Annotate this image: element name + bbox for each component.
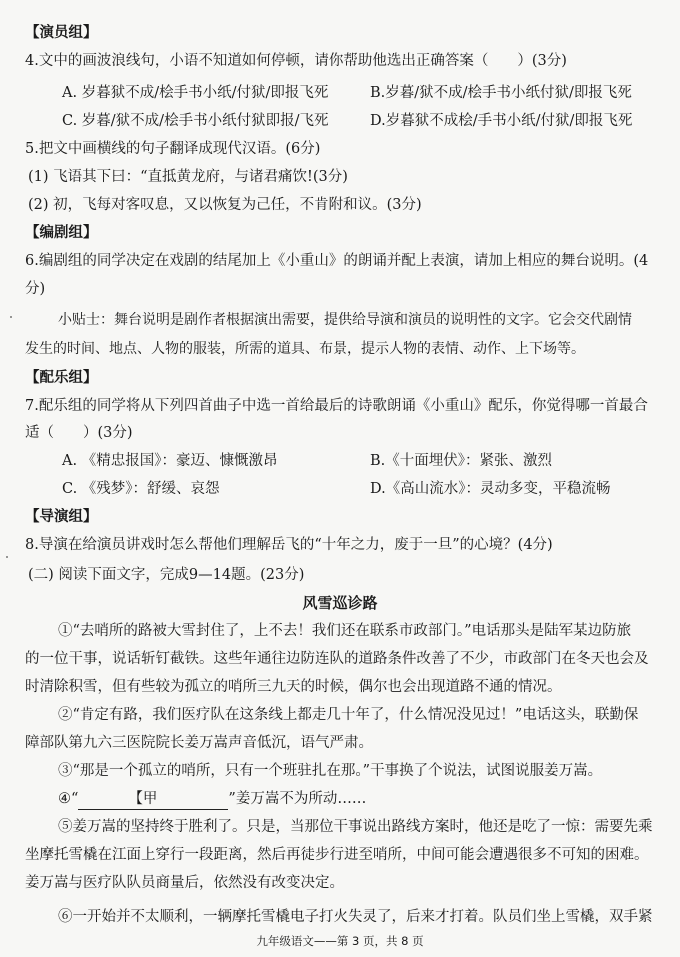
q7-stem-line-1: 7.配乐组的同学将从下列四首曲子中选一首给最后的诗歌朗诵《小重山》配乐，你觉得哪一首最合 [25,398,648,414]
q6-stem-line-2: 分) [25,281,46,297]
passage-p4-line [58,789,366,810]
q4-option-c: C. 岁暮/狱不成/桧手书小纸付狱即报/飞死 [62,113,329,129]
part-two-instruction: (二) 阅读下面文字，完成9—14题。(23分) [28,567,305,583]
scan-speck [10,316,12,318]
section-screenwriters-heading: 【编剧组】 [25,224,98,241]
section-music-heading: 【配乐组】 [25,369,98,386]
passage-title: 风雪巡诊路 [302,594,378,612]
passage-p6-line-1: ⑥一开始并不太顺利，一辆摩托雪橇电子打火失灵了，后来才打着。队员们坐上雪橇，双手紧 [58,909,653,925]
passage-p4-close: ”姜万嵩不为所动…… [228,791,367,807]
passage-p1-line-1: ①“去哨所的路被大雪封住了，上不去！我们还在联系市政部门。”电话那头是陆军某边防旅 [58,623,632,639]
passage-p2-line-1: ②“肯定有路，我们医疗队在这条线上都走几十年了，什么情况没见过！”电话这头，联勤保 [58,707,639,723]
passage-p4-blank-jia: 【甲 [78,789,228,810]
passage-p5-line-3: 姜万嵩与医疗队队员商量后，依然没有改变决定。 [25,875,344,891]
q7-option-a: A. 《精忠报国》：豪迈、慷慨激昂 [62,453,278,469]
q7-stem-line-2: 适（ ）(3分) [25,425,133,441]
q4-option-b: B.岁暮/狱不成/桧手书小纸付狱/即报飞死 [370,85,632,101]
q7-option-b: B.《十面埋伏》：紧张、激烈 [370,453,553,469]
passage-p5-line-2: 坐摩托雪橇在江面上穿行一段距离，然后再徒步行进至哨所，中间可能会遭遇很多不可知的困难。 [25,847,649,863]
q5-sentence-1: (1) 飞语其下曰：“直抵黄龙府，与诸君痛饮!(3分) [28,169,348,185]
q4-option-d: D.岁暮狱不成桧/手书小纸/付狱/即报飞死 [370,113,633,129]
passage-p3-line-1: ③“那是一个孤立的哨所，只有一个班驻扎在那。”干事换了个说法，试图说服姜万嵩。 [58,763,603,779]
passage-p1-line-2: 的一位干事，说话斩钉截铁。这些年通往边防连队的道路条件改善了不少，市政部门在冬天也会及 [25,651,649,667]
q5-stem: 5.把文中画横线的句子翻译成现代汉语。(6分) [25,141,321,157]
passage-p4-open-quote: ④“ [58,791,79,807]
q6-tip-line-2: 发生的时间、地点、人物的服装，所需的道具、布景，提示人物的表情、动作、上下场等。 [25,341,585,357]
passage-p5-line-1: ⑤姜万嵩的坚持终于胜利了。只是，当那位干事说出路线方案时，他还是吃了一惊：需要先乘 [58,819,653,835]
q6-stem-line-1: 6.编剧组的同学决定在戏剧的结尾加上《小重山》的朗诵并配上表演，请加上相应的舞台说明。(4 [25,253,649,269]
section-director-heading: 【导演组】 [25,508,98,525]
section-actors-heading: 【演员组】 [25,24,98,41]
scan-speck [6,556,8,558]
q4-stem: 4.文中的画波浪线句，小语不知道如何停顿，请你帮助他选出正确答案（ ）(3分) [25,53,567,69]
q7-option-d: D.《高山流水》：灵动多变，平稳流畅 [370,481,611,497]
q8-stem: 8.导演在给演员讲戏时怎么帮他们理解岳飞的“十年之力，废于一旦”的心境？(4分) [25,537,553,553]
passage-p2-line-2: 障部队第九六三医院院长姜万嵩声音低沉，语气严肃。 [25,735,373,751]
q7-option-c: C. 《残梦》：舒缓、哀怨 [62,481,220,497]
q4-option-a: A. 岁暮狱不成/桧手书小纸/付狱/即报飞死 [62,85,329,101]
passage-p1-line-3: 时清除积雪，但有些较为孤立的哨所三九天的时候，偶尔也会出现道路不通的情况。 [25,679,562,695]
page-footer: 九年级语文——第 3 页，共 8 页 [256,934,424,948]
q6-tip-line-1: 小贴士：舞台说明是剧作者根据演出需要，提供给导演和演员的说明性的文字。它会交代剧情 [58,312,632,328]
q5-sentence-2: (2) 初，飞每对客叹息，又以恢复为己任，不肯附和议。(3分) [28,197,422,213]
